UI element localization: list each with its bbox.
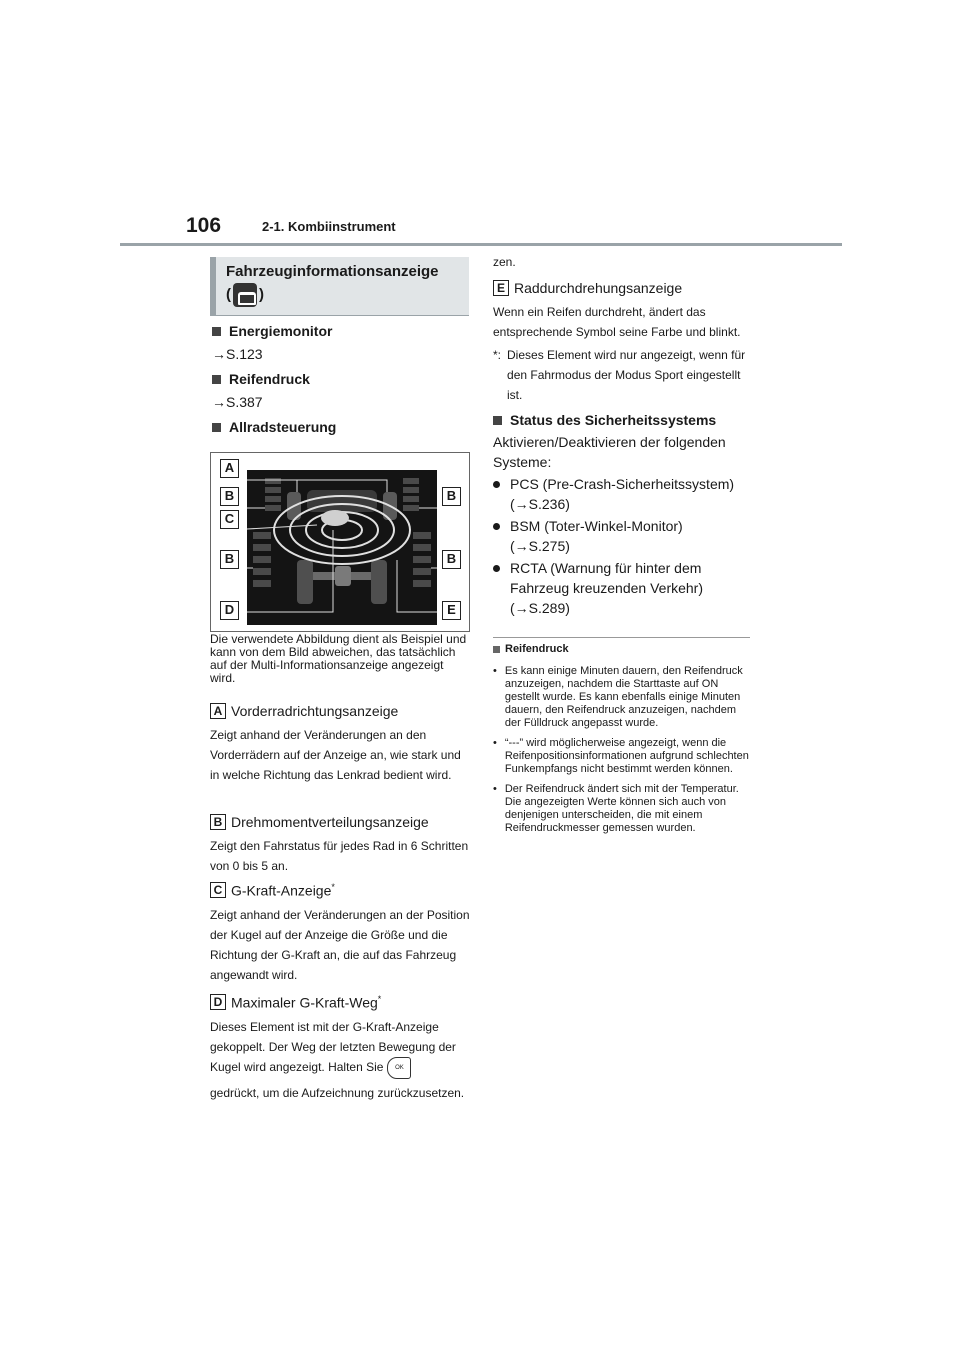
item-text: Zeigt den Fahrstatus für jedes Rad in 6 Schritten von 0 bis 5 an.	[210, 839, 469, 873]
item-title: Raddurchdrehungsanzeige	[514, 280, 683, 296]
footnote-text: Dieses Element wird nur angezeigt, wenn für den Fahrmodus der Modus Sport eingestellt ist.	[507, 348, 746, 402]
item-title: Drehmomentverteilungsanzeige	[231, 814, 429, 830]
note-item: • Es kann einige Minuten dauern, den Reifendruck anzuzeigen, nachdem die Starttaste auf ON gestellt wurde. Es kann ebenfalls einige Minuten dauern, den Reifendruck anzuzeigen, nachdem der Fülldruck angepasst wurde.	[493, 665, 743, 729]
item-b	[210, 814, 472, 876]
awd-graphic	[247, 470, 437, 625]
header-rule	[120, 243, 842, 246]
item-text-part1: Dieses Element ist mit der G-Kraft-Anzeige gekoppelt. Der Weg der letzten Bewegung der Kugel wird angezeigt. Halten Sie	[210, 1019, 456, 1074]
awd-screen	[247, 470, 437, 625]
section-title: Energiemonitor	[229, 323, 333, 339]
item-title: Vorderradrichtungsanzeige	[231, 703, 399, 719]
square-bullet-icon	[493, 646, 500, 653]
letter-d: D	[210, 994, 226, 1010]
box-icon-line	[226, 283, 459, 307]
ok-button-icon: OK	[387, 1057, 411, 1079]
item-text	[210, 1017, 472, 1103]
item-e	[493, 280, 751, 342]
item-text: Zeigt anhand der Veränderungen an der Position der Kugel auf der Anzeige die Größe und die Richtung der G-Kraft an, die auf das Fahrzeug angewandt wird.	[210, 907, 470, 982]
footnote	[493, 345, 751, 405]
awd-display-figure	[210, 452, 470, 632]
vehicle-info-icon	[233, 283, 257, 307]
figure-label-d: D	[220, 601, 239, 620]
item-title: Maximaler G-Kraft-Weg	[231, 994, 378, 1011]
item-c	[210, 882, 472, 985]
square-bullet-icon	[493, 416, 502, 425]
section-ref: →S.123	[212, 346, 263, 362]
letter-c: C	[210, 882, 226, 898]
section-energiemonitor	[212, 323, 332, 339]
note-section	[493, 643, 751, 842]
item-text: Zeigt anhand der Veränderungen an den Vorderrädern auf der Anzeige an, wie stark und in welche Richtung das Lenkrad bedient wird.	[210, 728, 461, 782]
section-box	[210, 257, 469, 316]
bullet-text: BSM (Toter-Winkel-Monitor)	[510, 518, 683, 534]
item-d	[210, 994, 472, 1103]
status-title: Status des Sicherheitssystems	[510, 412, 717, 428]
status-intro: Aktivieren/Deaktivieren der folgenden Systeme:	[493, 434, 726, 470]
bullet-text: RCTA (Warnung für hinter dem Fahrzeug kreuzenden Verkehr)	[510, 560, 703, 596]
letter-e: E	[493, 280, 509, 296]
item-text-part2: gedrückt, um die Aufzeichnung zurückzusetzen.	[210, 1085, 465, 1100]
status-bullet	[493, 558, 751, 618]
figure-label-a: A	[220, 459, 239, 478]
section-allradsteuerung	[212, 419, 336, 435]
footnote-star: *	[331, 882, 335, 892]
status-bullet	[493, 516, 751, 556]
section-title: Allradsteuerung	[229, 419, 337, 435]
bullet-dot-icon	[493, 565, 500, 572]
bullet-ref: (→S.236)	[510, 496, 570, 512]
paren-close: )	[259, 286, 264, 303]
letter-a: A	[210, 703, 226, 719]
footnote-mark: *:	[493, 348, 502, 362]
figure-label-b-rear-right: B	[442, 550, 461, 569]
item-text: Wenn ein Reifen durchdreht, ändert das entsprechende Symbol seine Farbe und blinkt.	[493, 305, 741, 339]
bullet-ref: (→S.275)	[510, 538, 570, 554]
figure-label-b-front-right: B	[442, 487, 461, 506]
letter-b: B	[210, 814, 226, 830]
section-ref: →S.387	[212, 394, 263, 410]
status-section	[493, 412, 751, 618]
page-number: 106	[186, 214, 222, 237]
item-title: G-Kraft-Anzeige	[231, 882, 332, 899]
section-title: Reifendruck	[229, 371, 310, 387]
figure-label-b-front-left: B	[220, 487, 239, 506]
footnote-star: *	[377, 994, 382, 1004]
bullet-ref: (→S.289)	[510, 600, 570, 616]
box-title: Fahrzeuginformationsanzeige	[226, 263, 439, 280]
note-item: • “---” wird möglicherweise angezeigt, wenn die Reifenpositionsinformationen aufgrund schlechten Funkempfangs nicht bestimmt werden können.	[493, 737, 749, 775]
note-rule	[493, 637, 750, 638]
square-bullet-icon	[212, 327, 221, 336]
bullet-text: PCS (Pre-Crash-Sicherheitssystem)	[510, 476, 735, 492]
status-bullet	[493, 474, 751, 514]
item-a	[210, 703, 472, 785]
figure-label-b-rear-left: B	[220, 550, 239, 569]
chapter-title: 2-1. Kombiinstrument	[262, 219, 396, 234]
figure-label-e: E	[442, 601, 461, 620]
bullet-dot-icon	[493, 523, 500, 530]
note-item: • Der Reifendruck ändert sich mit der Temperatur. Die angezeigten Werte können sich auch von denjenigen unterscheiden, die mit einem Reifendruckmesser gemessen wurden.	[493, 783, 739, 834]
note-title: Reifendruck	[505, 643, 569, 655]
square-bullet-icon	[212, 375, 221, 384]
figure-caption: Die verwendete Abbildung dient als Beispiel und kann von dem Bild abweichen, das tatsächlich auf der Multi-Informationsanzeige angezeigt wird.	[210, 632, 467, 685]
square-bullet-icon	[212, 423, 221, 432]
bullet-dot-icon	[493, 481, 500, 488]
section-reifendruck	[212, 371, 310, 387]
paren-open: (	[226, 286, 231, 303]
item-d-continuation: zen.	[493, 255, 516, 269]
figure-label-c: C	[220, 510, 239, 529]
